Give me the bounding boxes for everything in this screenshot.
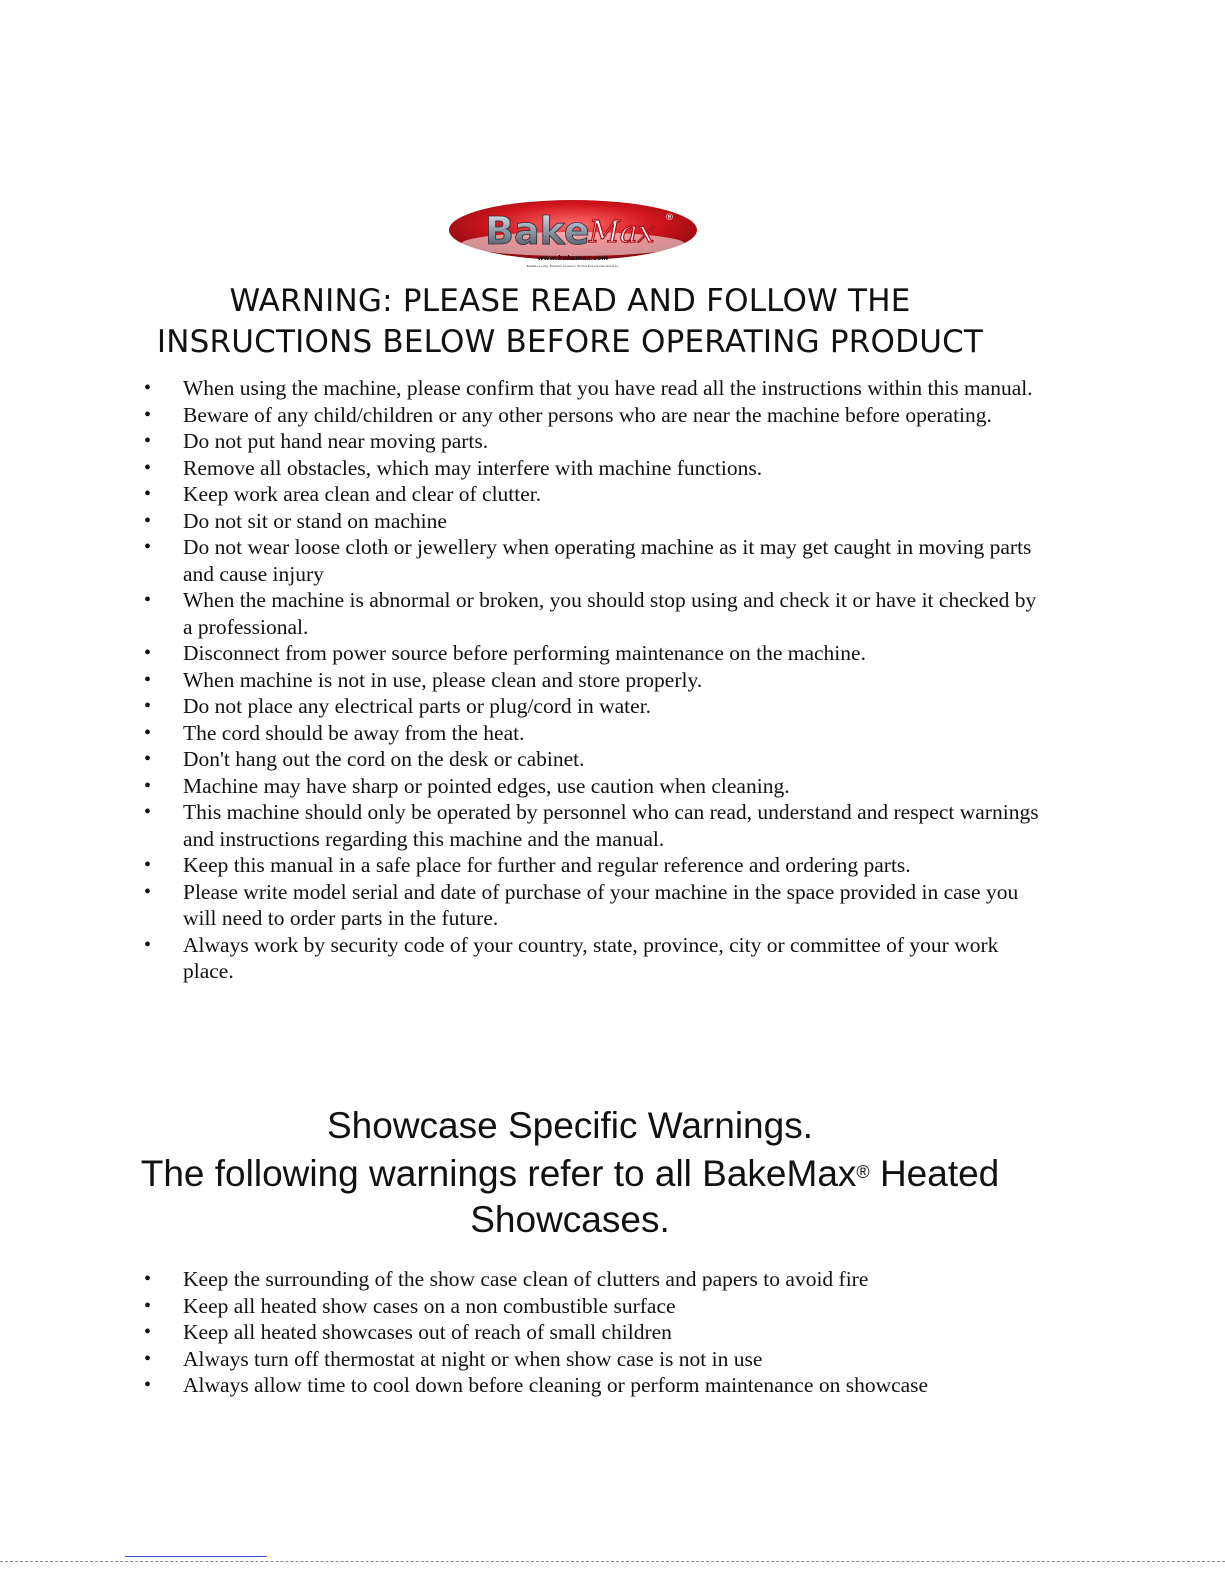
list-item: • The cord should be away from the heat. [0,720,1043,747]
list-item: • Always work by security code of your country, state, province, city or committee of your work place. [0,932,1043,985]
logo-registered: ® [665,213,674,223]
list-item: • Don't hang out the cord on the desk or cabinet. [0,746,1043,773]
footer-divider [0,1561,1225,1562]
list-item: • Keep this manual in a safe place for further and regular reference and ordering parts. [0,852,1043,879]
bakemax-logo [447,186,699,270]
list-item: • Always turn off thermostat at night or when show case is not in use [0,1346,1043,1373]
warning-heading [0,281,1140,363]
list-item: • Keep the surrounding of the show case clean of clutters and papers to avoid fire [0,1266,1043,1293]
logo-fineprint: BakeMax is a Reg. Trademark licensed to TCG Fine Products International Inc. [526,265,620,268]
list-item: • Machine may have sharp or pointed edges, use caution when cleaning. [0,773,1043,800]
list-item: • When using the machine, please confirm that you have read all the instructions within this manual. [0,375,1043,402]
showcase-warnings-list [0,1266,1043,1399]
showcase-heading-line3: Showcases. [470,1199,670,1241]
list-item: • Do not place any electrical parts or plug/cord in water. [0,693,1043,720]
showcase-heading-line2a: The following warnings refer to all BakeMax [140,1153,857,1195]
general-warnings-list [0,375,1043,985]
list-item: • Please write model serial and date of purchase of your machine in the space provided in case you will need to order parts in the future. [0,879,1043,932]
list-item: • Beware of any child/children or any other persons who are near the machine before operating. [0,402,1043,429]
showcase-heading-line2b: Heated [869,1153,1000,1195]
list-item: • Keep work area clean and clear of clutter. [0,481,1043,508]
list-item: • This machine should only be operated by personnel who can read, understand and respect warnings and instructions regarding this machine and the manual. [0,799,1043,852]
warning-heading-line2: INSRUCTIONS BELOW BEFORE OPERATING PRODUCT [156,324,984,360]
list-item: • Keep all heated show cases on a non combustible surface [0,1293,1043,1320]
list-item: • Do not sit or stand on machine [0,508,1043,535]
list-item: • When the machine is abnormal or broken, you should stop using and check it or have it checked by a professional. [0,587,1043,640]
showcase-heading [0,1103,1140,1243]
list-item: • Keep all heated showcases out of reach of small children [0,1319,1043,1346]
showcase-heading-line1: Showcase Specific Warnings. [326,1105,813,1146]
list-item: • When machine is not in use, please clean and store properly. [0,667,1043,694]
logo-script: Max [589,215,655,250]
list-item: • Disconnect from power source before performing maintenance on the machine. [0,640,1043,667]
logo-url: www.bakemax.com [537,254,609,262]
footer-link-underline [125,1556,267,1557]
list-item: • Remove all obstacles, which may interfere with machine functions. [0,455,1043,482]
registered-mark: ® [856,1162,870,1182]
warning-heading-line1: WARNING: PLEASE READ AND FOLLOW THE [229,283,911,319]
list-item: • Do not wear loose cloth or jewellery when operating machine as it may get caught in moving parts and cause injury [0,534,1043,587]
list-item: • Always allow time to cool down before cleaning or perform maintenance on showcase [0,1372,1043,1399]
logo-wordmark: Bake [485,209,590,253]
list-item: • Do not put hand near moving parts. [0,428,1043,455]
